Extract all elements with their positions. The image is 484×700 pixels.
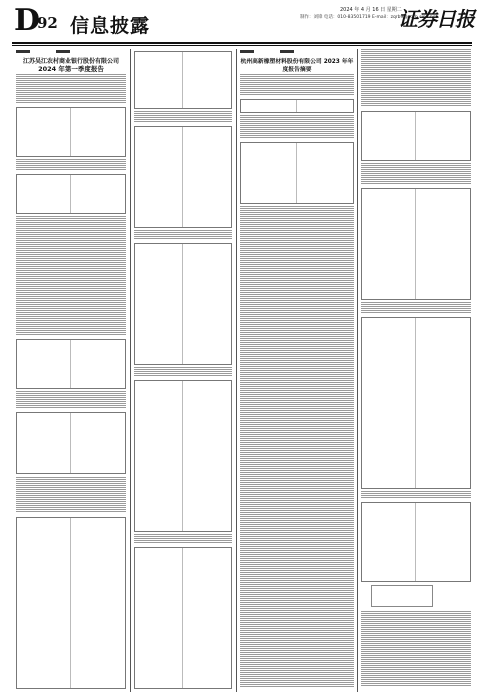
article-text bbox=[16, 216, 126, 336]
article-text bbox=[361, 163, 471, 185]
article-text bbox=[361, 49, 471, 107]
article-text bbox=[361, 491, 471, 499]
column-left bbox=[16, 49, 126, 692]
column-right bbox=[361, 49, 471, 692]
article-company: 杭州高新橡塑材料股份有限公司 2023 年年 bbox=[240, 59, 354, 65]
article-text bbox=[16, 391, 126, 409]
data-table bbox=[134, 547, 232, 689]
column-divider bbox=[357, 49, 358, 692]
data-table bbox=[16, 412, 126, 474]
article-text bbox=[240, 206, 354, 687]
article-text bbox=[16, 159, 126, 171]
data-table bbox=[16, 339, 126, 389]
column-divider bbox=[236, 49, 237, 692]
section-title: 信息披露 bbox=[70, 15, 151, 37]
column-center-left bbox=[134, 49, 232, 692]
article-text bbox=[16, 477, 126, 513]
data-table bbox=[361, 317, 471, 489]
article-text bbox=[16, 74, 126, 104]
article-title: 2024 年第一季度报告 bbox=[38, 65, 104, 73]
stock-code-bar bbox=[280, 50, 294, 53]
data-table bbox=[134, 126, 232, 228]
data-table bbox=[16, 107, 126, 157]
data-table bbox=[240, 142, 354, 204]
column-divider bbox=[130, 49, 131, 692]
masthead bbox=[0, 0, 484, 44]
data-table bbox=[361, 188, 471, 300]
date-line: 2024 年 4 月 16 日 星期二 bbox=[340, 7, 402, 13]
page-letter: D bbox=[14, 3, 41, 38]
data-table bbox=[134, 51, 232, 109]
page-number: 92 bbox=[37, 14, 58, 32]
stock-code-bar bbox=[16, 50, 30, 53]
masthead-rule bbox=[12, 42, 472, 44]
masthead-rule-thin bbox=[12, 45, 472, 46]
editor-line: 制作：刘锋 电话：010-83501719 E-mail：zqrb9@zqrb.sina.net bbox=[300, 15, 438, 20]
data-table bbox=[16, 174, 126, 214]
data-table bbox=[134, 380, 232, 532]
article-text bbox=[134, 367, 232, 377]
data-table bbox=[361, 111, 471, 161]
stock-code-bar bbox=[240, 50, 254, 53]
article-text bbox=[240, 115, 354, 139]
article-text bbox=[134, 111, 232, 123]
article-text bbox=[134, 534, 232, 544]
data-table bbox=[240, 99, 354, 113]
data-table bbox=[134, 243, 232, 365]
article-title: 度报告摘要 bbox=[282, 67, 312, 73]
article-company: 江苏吴江农村商业银行股份有限公司 bbox=[22, 58, 119, 65]
article-text bbox=[240, 74, 354, 96]
data-table bbox=[16, 517, 126, 689]
data-table bbox=[361, 502, 471, 582]
article-text bbox=[361, 302, 471, 314]
article-text bbox=[361, 611, 471, 687]
newspaper-logo: 证券日报 bbox=[398, 7, 474, 31]
structure-diagram bbox=[371, 585, 433, 607]
stock-code-bar bbox=[56, 50, 70, 53]
article-text bbox=[134, 230, 232, 240]
column-center-right bbox=[240, 49, 354, 692]
